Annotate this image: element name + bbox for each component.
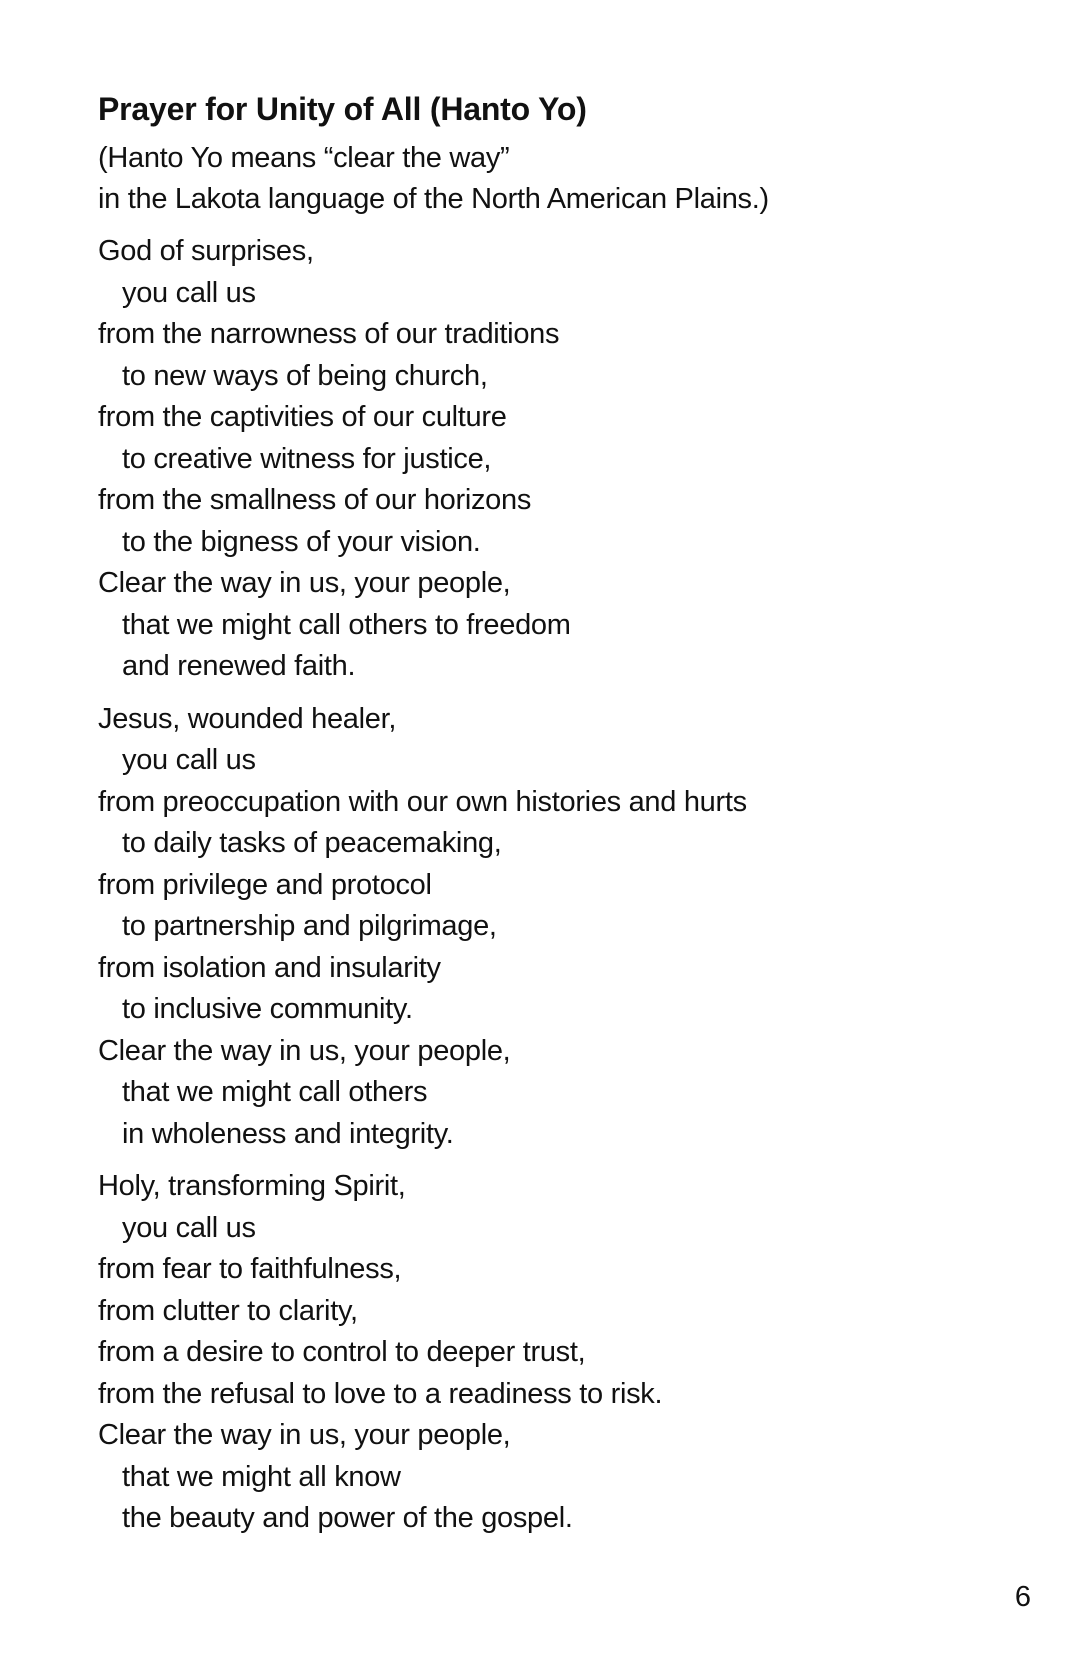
stanza-line: from a desire to control to deeper trust, (98, 1336, 586, 1368)
stanza-line: from the smallness of our horizons (98, 484, 532, 516)
page-number: 6 (1014, 1581, 1031, 1613)
stanza-line: Holy, transforming Spirit, (98, 1170, 406, 1202)
stanza-line: you call us (122, 744, 256, 776)
stanza-line: God of surprises, (98, 235, 314, 267)
stanza-line: to the bigness of your vision. (122, 525, 481, 558)
stanza-line: and renewed faith. (122, 650, 356, 682)
stanza-line: from the captivities of our culture (98, 401, 507, 433)
stanza-line: you call us (122, 1211, 256, 1244)
stanza-line: Clear the way in us, your people, (98, 1034, 511, 1067)
stanza-line: from the narrowness of our traditions (98, 318, 560, 350)
stanza-line: from isolation and insularity (98, 951, 441, 984)
stanza-line: to inclusive community. (122, 993, 413, 1025)
stanza-line: to daily tasks of peacemaking, (122, 827, 502, 859)
stanza-line: Clear the way in us, your people, (98, 567, 511, 599)
prayer-page (98, 88, 998, 1551)
subtitle-line: (Hanto Yo means “clear the way” (98, 142, 510, 174)
stanza-line: the beauty and power of the gospel. (122, 1502, 573, 1534)
stanza-line: you call us (122, 276, 256, 309)
prayer-stanza (98, 1166, 998, 1540)
prayer-title: Prayer for Unity of All (Hanto Yo) (98, 91, 587, 127)
stanza-line: to creative witness for justice, (122, 442, 492, 475)
stanza-line: that we might all know (122, 1460, 401, 1493)
stanza-line: from privilege and protocol (98, 868, 432, 901)
stanza-line: from fear to faithfulness, (98, 1253, 402, 1285)
prayer-stanza (98, 231, 998, 688)
prayer-subtitle (98, 138, 998, 220)
stanza-line: from clutter to clarity, (98, 1294, 358, 1327)
prayer-stanza (98, 699, 998, 1156)
stanza-line: Clear the way in us, your people, (98, 1419, 511, 1451)
stanza-line: from preoccupation with our own histories and hurts (98, 785, 747, 818)
stanza-line: Jesus, wounded healer, (98, 702, 397, 735)
stanza-line: to partnership and pilgrimage, (122, 910, 497, 942)
stanza-line: that we might call others (122, 1076, 428, 1108)
stanza-line: from the refusal to love to a readiness to risk. (98, 1377, 663, 1410)
stanza-line: in wholeness and integrity. (122, 1117, 454, 1150)
stanza-line: that we might call others to freedom (122, 608, 571, 641)
subtitle-line: in the Lakota language of the North American Plains.) (98, 183, 769, 215)
prayer-body (98, 231, 998, 1540)
stanza-line: to new ways of being church, (122, 359, 488, 392)
